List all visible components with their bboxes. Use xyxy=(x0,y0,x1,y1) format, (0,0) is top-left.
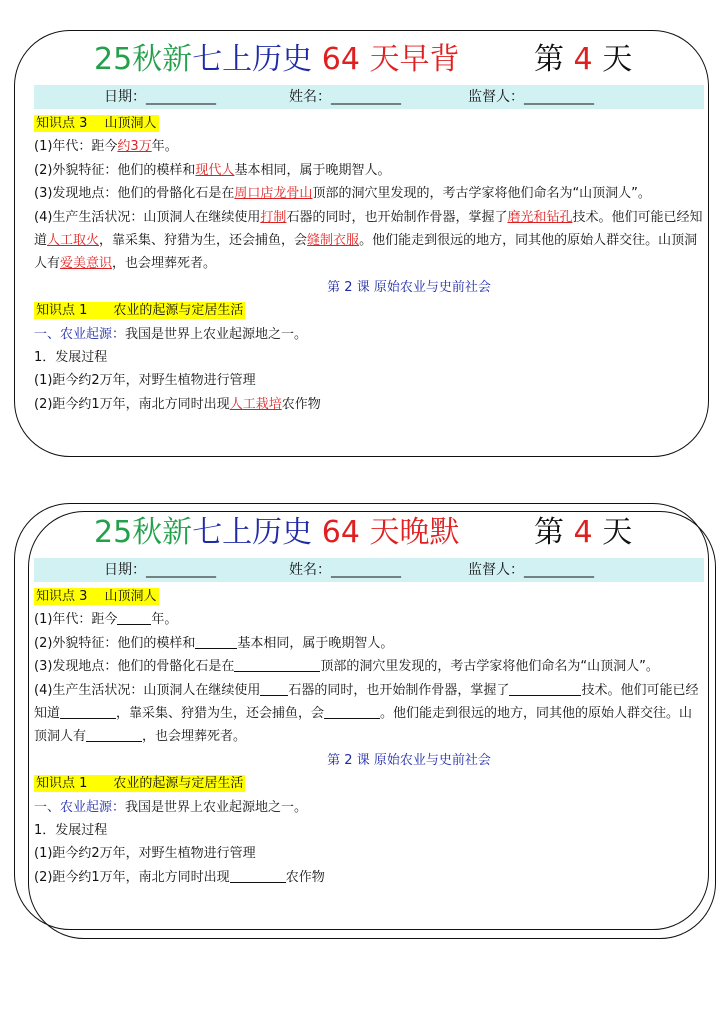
blank[interactable] xyxy=(117,610,151,625)
lesson-title: 第 2 课 原始农业与史前社会 xyxy=(327,279,491,295)
day-label: 第 4 天 xyxy=(534,42,633,77)
title-text: 25秋新七上历史 64 天晚默 xyxy=(94,515,460,550)
life-line: (4)生产生活状况：山顶洞人在继续使用打制石器的同时，也开始制作骨器，掌握了磨光和钻孔技术。他们可能已经知道人工取火，靠采集、狩猎为生，还会捕鱼，会缝制衣服。他们能走到很远的地方，同其他的原始人群交往。山顶洞人有爱美意识，也会埋葬死者。 xyxy=(34,209,703,272)
knowledge-point-heading: 知识点 3 山顶洞人 xyxy=(36,116,157,131)
answer: 现代人 xyxy=(195,162,235,178)
blank[interactable] xyxy=(234,657,320,672)
day-label: 第 4 天 xyxy=(534,515,633,550)
knowledge-point-heading: 知识点 3 山顶洞人 xyxy=(36,589,157,604)
evening-card xyxy=(14,503,710,943)
blank[interactable] xyxy=(260,681,288,696)
date-field: 日期：__________ xyxy=(104,89,216,105)
origin-line: 一、农业起源：我国是世界上农业起源地之一。 xyxy=(34,326,308,342)
name-field: 姓名：__________ xyxy=(289,89,401,105)
card-title xyxy=(14,34,710,86)
lesson-title: 第 2 课 原始农业与史前社会 xyxy=(327,752,491,768)
knowledge-point-heading: 知识点 1 农业的起源与定居生活 xyxy=(36,776,244,792)
supervisor-field: 监督人：__________ xyxy=(468,562,594,578)
blank[interactable] xyxy=(324,704,380,719)
appearance-line: (2)外貌特征：他们的模样和现代人基本相同，属于晚期智人。 xyxy=(34,162,391,178)
process-item: (2)距今约1万年，南北方同时出现人工栽培农作物 xyxy=(34,396,321,412)
era-line: (1)年代：距今 年。 xyxy=(34,612,178,628)
answer: 周口店龙骨山 xyxy=(234,186,313,202)
appearance-line: (2)外貌特征：他们的模样和 基本相同，属于晚期智人。 xyxy=(34,635,394,651)
blank[interactable] xyxy=(230,868,286,883)
process-item: (2)距今约1万年，南北方同时出现 农作物 xyxy=(34,869,325,885)
card-body xyxy=(34,585,704,889)
answer: 人工取火 xyxy=(47,233,100,249)
date-field: 日期：__________ xyxy=(104,562,216,578)
answer: 约3万 xyxy=(117,139,152,155)
info-bar xyxy=(34,85,704,109)
name-field: 姓名：__________ xyxy=(289,562,401,578)
card-title xyxy=(14,507,710,559)
process-heading: 1．发展过程 xyxy=(34,350,108,366)
site-line: (3)发现地点：他们的骨骼化石是在周口店龙骨山顶部的洞穴里发现的，考古学家将他们命名为“山顶洞人”。 xyxy=(34,186,651,202)
supervisor-field: 监督人：__________ xyxy=(468,89,594,105)
process-item: (1)距今约2万年，对野生植物进行管理 xyxy=(34,373,256,389)
answer: 爱美意识 xyxy=(60,256,113,272)
knowledge-point-heading: 知识点 1 农业的起源与定居生活 xyxy=(36,303,244,319)
site-line: (3)发现地点：他们的骨骼化石是在 顶部的洞穴里发现的，考古学家将他们命名为“山顶洞人”。 xyxy=(34,659,659,675)
answer: 人工栽培 xyxy=(229,396,282,412)
blank[interactable] xyxy=(86,727,142,742)
blank[interactable] xyxy=(60,704,116,719)
blank[interactable] xyxy=(509,681,581,696)
answer: 缝制衣服 xyxy=(307,233,360,249)
answer: 磨光和钻孔 xyxy=(507,209,573,225)
era-line: (1)年代：距今约3万年。 xyxy=(34,139,178,155)
morning-card xyxy=(14,30,710,458)
answer: 打制 xyxy=(260,209,287,225)
origin-line: 一、农业起源：我国是世界上农业起源地之一。 xyxy=(34,799,308,815)
blank[interactable] xyxy=(195,634,237,649)
process-heading: 1．发展过程 xyxy=(34,823,108,839)
title-text: 25秋新七上历史 64 天早背 xyxy=(94,42,460,77)
life-line: (4)生产生活状况：山顶洞人在继续使用 石器的同时，也开始制作骨器，掌握了 技术。他们可能已经知道 ，靠采集、狩猎为生，还会捕鱼，会 。他们能走到很远的地方，同其他的原始人群交往。山顶洞人有 ，也会埋葬死者。 xyxy=(34,682,699,745)
info-bar xyxy=(34,558,704,582)
process-item: (1)距今约2万年，对野生植物进行管理 xyxy=(34,846,256,862)
card-body xyxy=(34,112,704,416)
